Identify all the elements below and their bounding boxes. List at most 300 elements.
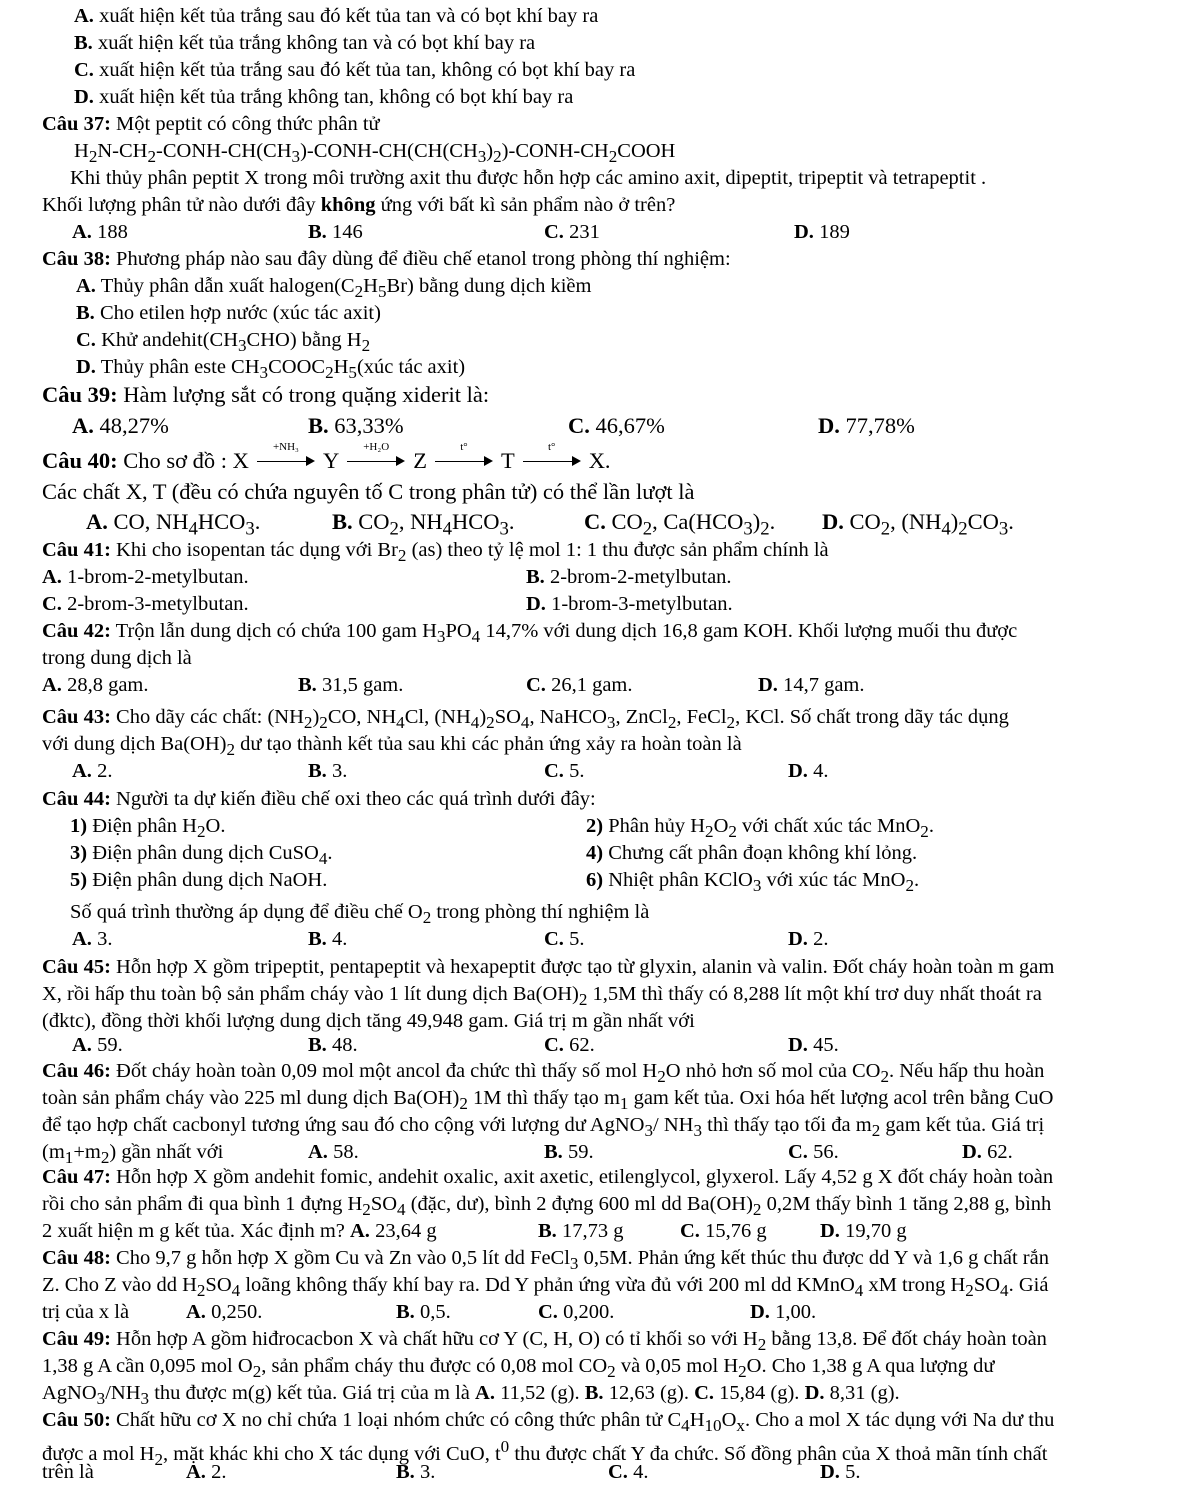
text-run: Khi thủy phân peptit X trong môi trường axit thu được hỗn hợp các amino axit, dipeptit, tripeptit và tetrapeptit . — [70, 167, 987, 189]
text-run: 12,63 (g). — [603, 1382, 695, 1404]
subscript: 2 — [354, 282, 364, 302]
subscript: 5 — [348, 363, 357, 383]
text-run: CO — [843, 509, 881, 534]
bold-label: D. — [750, 1301, 770, 1323]
text-run: , KCl. Số chất trong dãy tác dụng — [735, 706, 1009, 728]
bold-label: Câu 50: — [42, 1409, 111, 1431]
text-line — [544, 219, 600, 245]
subscript: 2 — [325, 363, 334, 383]
text-run: Y — [322, 448, 340, 473]
text-run: . — [254, 509, 261, 534]
bold-label: A. — [350, 1220, 370, 1242]
text-line — [74, 84, 573, 110]
text-run: Trộn lẫn dung dịch có chứa 100 gam H — [110, 620, 437, 642]
text-line — [788, 1139, 839, 1165]
bold-label: C. — [680, 1220, 700, 1242]
bold-label: Câu 41: — [42, 539, 111, 561]
text-run: thu được m(g) kết tủa. Giá trị của m là — [149, 1382, 476, 1404]
text-run: 15,76 g — [699, 1220, 767, 1242]
text-run: 5. — [839, 1461, 861, 1483]
text-run: . — [1008, 509, 1014, 534]
subscript: 2 — [965, 1281, 974, 1301]
text-run: ) gần nhất với — [109, 1141, 224, 1163]
text-run: CO — [967, 509, 999, 534]
subscript: 2 — [728, 822, 737, 842]
text-run: Cho dãy các chất: (NH — [110, 706, 304, 728]
text-line — [538, 1218, 623, 1244]
bold-label: Câu 44: — [42, 788, 111, 810]
arrow-shaft — [523, 461, 574, 462]
bold-label: A. — [475, 1382, 495, 1404]
text-line — [544, 1032, 595, 1058]
text-line — [308, 1139, 359, 1165]
text-run: 56. — [807, 1141, 839, 1163]
text-run: rồi cho sản phẩm đi qua bình 1 đựng H — [42, 1193, 363, 1215]
text-run: Br) bằng dung dịch kiềm — [386, 275, 592, 297]
bold-label: D. — [820, 1461, 840, 1483]
arrow-condition: t° — [460, 441, 468, 453]
bold-label: A. — [76, 275, 96, 297]
text-line — [544, 758, 584, 784]
text-run: Z — [413, 448, 427, 473]
bold-label: A. — [186, 1461, 206, 1483]
text-run: 48,27% — [93, 413, 169, 438]
subscript: 2 — [459, 1094, 468, 1114]
text-line — [396, 1299, 451, 1325]
text-run: Cho 9,7 g hỗn hợp X gồm Cu và Zn vào 0,5 lít dd FeCl — [110, 1247, 570, 1269]
subscript: 2 — [486, 713, 495, 733]
text-run: 1,38 g A cần 0,095 mol O — [42, 1355, 253, 1377]
text-run: SO — [370, 1193, 398, 1215]
text-line — [586, 840, 917, 866]
text-line — [962, 1139, 1013, 1165]
text-line — [74, 3, 598, 29]
subscript: 4 — [470, 713, 480, 733]
subscript: 10 — [704, 1416, 722, 1436]
subscript: 3 — [606, 713, 616, 733]
text-run: -CONH-CH(CH — [156, 140, 292, 162]
bold-label: 3) — [70, 842, 88, 864]
subscript: 4 — [318, 849, 328, 869]
text-line — [72, 219, 128, 245]
bold-label: D. — [794, 221, 814, 243]
text-run: X. — [588, 448, 611, 473]
text-line — [820, 1459, 860, 1485]
text-line — [586, 867, 919, 899]
bold-label: B. — [544, 1141, 563, 1163]
bold-label: D. — [788, 760, 808, 782]
subscript: 3 — [569, 1254, 579, 1274]
bold-label: C. — [538, 1301, 558, 1323]
text-run: 77,78% — [839, 413, 915, 438]
text-run: với xúc tác MnO — [761, 869, 906, 891]
text-run: O. — [205, 815, 226, 837]
text-run: )-CONH-CH — [501, 140, 609, 162]
text-line — [308, 758, 347, 784]
text-run: 231 — [563, 221, 600, 243]
bold-label: B. — [526, 566, 545, 588]
text-line — [758, 672, 864, 698]
bold-label: 2) — [586, 815, 604, 837]
text-run: . — [928, 815, 934, 837]
text-run: T — [500, 448, 515, 473]
text-run: gam kết tủa. Oxi hóa hết lượng acol trên bằng CuO — [628, 1087, 1054, 1109]
text-run: Hỗn hợp X gồm andehit fomic, andehit oxalic, axit axetic, etilenglycol, glyxerol. Lấy 4,52 g X đốt cháy hoàn toàn — [110, 1166, 1054, 1188]
text-run: Các chất X, T (đều có chứa nguyên tố C trong phân tử) có thể lần lượt là — [42, 479, 695, 504]
text-run: O. Cho 1,38 g A qua lượng dư — [746, 1355, 995, 1377]
text-run: trên là — [42, 1461, 94, 1483]
text-run: CO — [352, 509, 390, 534]
reaction-arrow-icon — [347, 441, 405, 470]
text-line — [74, 57, 635, 83]
text-run: 59. — [91, 1034, 123, 1056]
text-run: , Ca(HCO — [652, 509, 744, 534]
text-run: AgNO — [42, 1382, 97, 1404]
text-run: . Nếu hấp thu hoàn — [889, 1060, 1045, 1082]
text-run: 1-brom-3-metylbutan. — [545, 593, 733, 615]
bold-label: D. — [822, 509, 844, 534]
text-line — [42, 1299, 129, 1325]
bold-label: C. — [76, 329, 96, 351]
text-run: 59. — [562, 1141, 594, 1163]
subscript: 3 — [96, 1389, 106, 1409]
text-run: Một peptit có công thức phân tử — [110, 113, 380, 135]
bold-label: Câu 47: — [42, 1166, 111, 1188]
subscript: 2 — [871, 1121, 881, 1141]
text-run: được a mol H — [42, 1442, 155, 1465]
text-line — [308, 219, 363, 245]
bold-label: Câu 49: — [42, 1328, 111, 1350]
bold-label: A. — [86, 509, 108, 534]
text-line — [42, 591, 249, 617]
subscript: 4 — [231, 1281, 241, 1301]
bold-label: B. — [298, 674, 317, 696]
subscript: 3 — [743, 518, 753, 540]
text-line — [42, 731, 742, 763]
subscript: 4 — [941, 518, 951, 540]
text-run: 1-brom-2-metylbutan. — [61, 566, 249, 588]
subscript: 1 — [619, 1094, 629, 1114]
text-run: Đốt cháy hoàn toàn 0,09 mol một ancol đa chức thì thấy số mol H — [110, 1060, 658, 1082]
text-line — [298, 672, 403, 698]
text-run: Nhiệt phân KClO — [603, 869, 753, 891]
bold-label: B. — [396, 1301, 415, 1323]
text-run: 28,8 gam. — [61, 674, 149, 696]
text-run: HCO — [452, 509, 500, 534]
text-run: 1,00. — [769, 1301, 817, 1323]
subscript: 2 — [705, 822, 714, 842]
text-run: 45. — [807, 1034, 839, 1056]
bold-label: A. — [72, 760, 92, 782]
text-run: thu được chất Y đa chức. Số đồng phân của X thoả mãn tính chất — [509, 1442, 1048, 1465]
bold-label: D. — [526, 593, 546, 615]
subscript: 3 — [291, 147, 301, 167]
text-line — [788, 926, 828, 952]
text-run: (đktc), đồng thời khối lượng dung dịch tăng 49,948 gam. Giá trị m gần nhất với — [42, 1010, 695, 1032]
subscript: 2 — [880, 1067, 890, 1087]
text-run: , NaHCO — [529, 706, 607, 728]
bold-label: Câu 45: — [42, 956, 111, 978]
text-run: ) — [486, 140, 494, 162]
text-run: COOH — [617, 140, 676, 162]
bold-label: C. — [608, 1461, 628, 1483]
text-run: 23,64 g — [369, 1220, 437, 1242]
subscript: 2 — [752, 1200, 762, 1220]
text-run: . — [327, 842, 333, 864]
text-line — [526, 564, 732, 590]
subscript: 2 — [578, 990, 588, 1010]
text-line — [794, 219, 850, 245]
text-run: SO — [973, 1274, 1001, 1296]
text-run: 48. — [326, 1034, 358, 1056]
text-run: SO — [494, 706, 521, 728]
text-run: 62. — [563, 1034, 595, 1056]
text-line — [42, 645, 192, 671]
subscript: 2 — [147, 147, 157, 167]
text-run: Cho sơ đồ : X — [117, 448, 249, 473]
text-run: với chất xúc tác MnO — [736, 815, 921, 837]
text-run: với dung dịch Ba(OH) — [42, 733, 227, 755]
text-run: 14,7 gam. — [777, 674, 865, 696]
arrow-head — [484, 456, 493, 466]
subscript: 2 — [607, 1362, 616, 1382]
subscript: 2 — [226, 740, 236, 760]
text-run: 2. — [807, 928, 829, 950]
text-run: Phân hủy H — [603, 815, 706, 837]
text-run: N-CH — [97, 140, 148, 162]
subscript: 2 — [389, 518, 399, 540]
text-run: O nhỏ hơn số mol của CO — [665, 1060, 881, 1082]
arrow-shaft — [347, 461, 398, 462]
bold-label: D. — [758, 674, 778, 696]
subscript: 2 — [397, 546, 407, 566]
subscript: 3 — [436, 627, 446, 647]
text-run: +m — [73, 1141, 101, 1163]
text-run: 188 — [91, 221, 128, 243]
bold-label: 6) — [586, 869, 604, 891]
text-run: 4. — [326, 928, 348, 950]
text-line — [42, 246, 731, 272]
subscript: 2 — [920, 822, 929, 842]
text-run: Cl, (NH — [404, 706, 471, 728]
arrow-shaft — [257, 461, 308, 462]
bold-label: Câu 42: — [42, 620, 111, 642]
bold-label: Câu 43: — [42, 706, 111, 728]
text-line — [72, 926, 112, 952]
bold-label: A. — [42, 674, 62, 696]
text-line — [42, 382, 489, 408]
bold-label: D. — [74, 86, 94, 108]
text-run: 14,7% với dung dịch 16,8 gam KOH. Khối lượng muối thu được — [480, 620, 1018, 642]
text-run: để tạo hợp chất cacbonyl tương ứng sau đó cho cộng với lượng dư AgNO — [42, 1114, 645, 1136]
text-line — [42, 1218, 437, 1244]
text-line — [308, 413, 404, 439]
text-run: 31,5 gam. — [316, 674, 404, 696]
bold-label: A. — [72, 1034, 92, 1056]
bold-label: D. — [962, 1141, 982, 1163]
text-run: (đặc, dư), bình 2 đựng 600 ml dd Ba(OH) — [405, 1193, 753, 1215]
subscript: 3 — [693, 1121, 703, 1141]
bold-label: C. — [544, 760, 564, 782]
subscript: 4 — [681, 1416, 690, 1436]
text-line — [42, 111, 380, 137]
text-run: trị của x là — [42, 1301, 130, 1323]
text-run: 0,200. — [557, 1301, 615, 1323]
text-run: 15,84 (g). — [714, 1382, 805, 1404]
subscript: 2 — [422, 908, 432, 928]
text-line — [72, 1032, 123, 1058]
text-run: H — [74, 140, 89, 162]
subscript: 3 — [140, 1389, 150, 1409]
text-run: trong phòng thí nghiệm là — [431, 901, 650, 923]
text-run: 17,73 g — [556, 1220, 624, 1242]
text-run: (as) theo tỷ lệ mol 1: 1 thu được sản phẩm chính là — [406, 539, 829, 561]
text-line — [308, 926, 347, 952]
text-run: 3. — [326, 760, 348, 782]
text-run: Số quá trình thường áp dụng để điều chế O — [70, 901, 423, 923]
bold-label: B. — [308, 1034, 327, 1056]
subscript: 2 — [726, 713, 736, 733]
text-run: 63,33% — [328, 413, 404, 438]
text-line — [822, 509, 1014, 543]
text-run: Thủy phân este CH — [95, 356, 260, 378]
text-run: gam kết tủa. Giá trị — [880, 1114, 1045, 1136]
text-line — [42, 1008, 695, 1034]
bold-label: C. — [568, 413, 590, 438]
text-run: loãng không thấy khí bay ra. Dd Y phản ứng vừa đủ với 200 ml dd KMnO — [240, 1274, 855, 1296]
text-run: ) — [479, 706, 487, 728]
subscript: 4 — [188, 518, 198, 540]
subscript: 3 — [752, 876, 762, 896]
text-run: Z. Cho Z vào dd H — [42, 1274, 197, 1296]
subscript: 3 — [259, 363, 269, 383]
bold-label: C. — [544, 928, 564, 950]
text-run: 4. — [627, 1461, 649, 1483]
text-line — [42, 564, 249, 590]
text-line — [42, 786, 596, 812]
subscript: 4 — [397, 1200, 406, 1220]
subscript: 2 — [100, 1148, 110, 1168]
subscript: 2 — [319, 713, 328, 733]
text-run: xuất hiện kết tủa trắng sau đó kết tủa tan và có bọt khí bay ra — [93, 5, 599, 27]
bold-label: Câu 38: — [42, 248, 111, 270]
text-run: . — [769, 509, 776, 534]
subscript: x — [736, 1416, 745, 1436]
text-run: COOC — [268, 356, 326, 378]
subscript: 3 — [998, 518, 1009, 540]
text-run: (m — [42, 1141, 65, 1163]
text-run: PO — [445, 620, 472, 642]
subscript: 2 — [303, 713, 313, 733]
text-run: CO, NH — [107, 509, 189, 534]
arrow-shaft — [435, 461, 486, 462]
text-line — [42, 672, 148, 698]
bold-label: C. — [42, 593, 62, 615]
text-run: CO, NH — [327, 706, 397, 728]
text-run: CHO) bằng H — [246, 329, 362, 351]
text-line — [680, 1218, 767, 1244]
subscript: 2 — [362, 1200, 371, 1220]
text-run: 58. — [327, 1141, 359, 1163]
bold-label: C. — [544, 1034, 564, 1056]
subscript: 2 — [88, 147, 98, 167]
text-run: (xúc tác axit) — [356, 356, 466, 378]
bold-label: không — [320, 194, 376, 216]
text-run: , FeCl — [676, 706, 727, 728]
bold-label: 1) — [70, 815, 88, 837]
text-run: bằng 13,8. Để đốt cháy hoàn toàn — [766, 1328, 1047, 1350]
arrow-condition: +H₂O — [363, 441, 390, 453]
bold-label: B. — [584, 1382, 604, 1404]
text-run: 8,31 (g). — [824, 1382, 900, 1404]
text-line — [186, 1459, 226, 1485]
text-line — [526, 672, 632, 698]
subscript: 2 — [196, 1281, 206, 1301]
text-run: O — [721, 1409, 737, 1431]
text-run: và 0,05 mol H — [615, 1355, 739, 1377]
text-line — [750, 1299, 816, 1325]
reaction-arrow-icon — [257, 441, 315, 470]
text-run: . Giá — [1008, 1274, 1049, 1296]
text-line — [186, 1299, 262, 1325]
bold-label: B. — [308, 928, 327, 950]
text-run: 62. — [981, 1141, 1013, 1163]
text-run: 2-brom-2-metylbutan. — [544, 566, 732, 588]
text-run: H — [689, 1409, 705, 1431]
text-run: SO — [205, 1274, 232, 1296]
arrow-condition: t° — [547, 441, 556, 453]
text-run: X, rồi hấp thu toàn bộ sản phẩm cháy vào 1 lít dung dịch Ba(OH) — [42, 983, 579, 1005]
subscript: 2 — [493, 147, 502, 167]
text-run: Hỗn hợp X gồm tripeptit, pentapeptit và hexapeptit được tạo từ glyxin, alanin và valin. Đốt cháy hoàn toàn m gam — [110, 956, 1055, 978]
subscript: 1 — [64, 1148, 74, 1168]
bold-label: Câu 46: — [42, 1060, 111, 1082]
subscript: 2 — [642, 518, 653, 540]
subscript: 2 — [608, 147, 618, 167]
text-line — [70, 165, 986, 191]
bold-label: B. — [308, 413, 329, 438]
text-run: ) — [312, 706, 320, 728]
text-run: ) — [752, 509, 761, 534]
bold-label: A. — [308, 1141, 328, 1163]
text-run: 11,52 (g). — [494, 1382, 585, 1404]
bold-label: Câu 39: — [42, 382, 118, 407]
bold-label: A. — [186, 1301, 206, 1323]
subscript: 3 — [245, 518, 255, 540]
bold-label: C. — [544, 221, 564, 243]
text-run: 189 — [813, 221, 850, 243]
text-run: , ZnCl — [615, 706, 668, 728]
text-run: xuất hiện kết tủa trắng không tan, không có bọt khí bay ra — [93, 86, 574, 108]
text-run: 2 xuất hiện m g kết tủa. Xác định m? — [42, 1220, 350, 1242]
text-line — [70, 867, 327, 893]
text-run: Điện phân dung dịch NaOH. — [87, 869, 328, 891]
text-run: Điện phân dung dịch CuSO — [87, 842, 319, 864]
text-line — [568, 413, 665, 439]
text-run: 2. — [91, 760, 113, 782]
text-run: H — [333, 356, 349, 378]
text-run: CO — [605, 509, 643, 534]
subscript: 3 — [644, 1121, 654, 1141]
bold-label: A. — [74, 5, 94, 27]
bold-label: D. — [788, 1034, 808, 1056]
text-run: , sản phẩm cháy thu được có 0,08 mol CO — [261, 1355, 608, 1377]
text-run: Điện phân H — [87, 815, 197, 837]
text-run: / NH — [653, 1114, 694, 1136]
text-run: 146 — [326, 221, 363, 243]
text-line — [72, 758, 112, 784]
text-line — [544, 926, 584, 952]
